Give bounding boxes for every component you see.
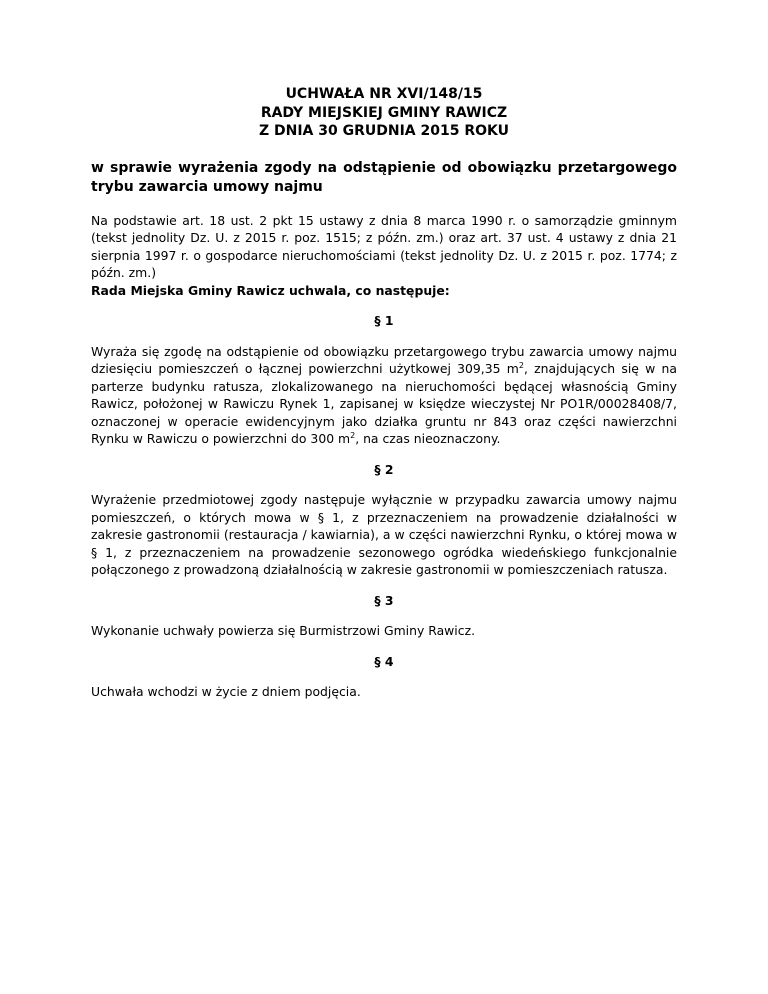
resolves-statement: Rada Miejska Gminy Rawicz uchwala, co następuje: [91, 282, 450, 298]
section-1-superscript-b: 2 [350, 430, 356, 440]
document-title [91, 85, 677, 141]
section-3-text: Wykonanie uchwały powierza się Burmistrzowi Gminy Rawicz. [91, 623, 476, 638]
section-2-mark: § 2 [374, 461, 394, 477]
title-resolution-number: UCHWAŁA NR XVI/148/15 [285, 86, 483, 102]
section-1-superscript-a: 2 [518, 360, 524, 370]
section-1-mark: § 1 [374, 313, 394, 328]
section-3-mark: § 3 [374, 592, 394, 608]
title-date: Z DNIA 30 GRUDNIA 2015 ROKU [258, 123, 510, 139]
resolution-subject: w sprawie wyrażenia zgody na odstąpienie od obowiązku przetargowego trybu zawarcia umowy najmu [91, 159, 677, 195]
section-1-text [91, 343, 677, 448]
section-4-text: Uchwała wchodzi w życie z dniem podjęcia. [91, 684, 361, 699]
section-1-text-part-c: , na czas nieoznaczony. [355, 431, 501, 446]
section-1-text-part-a: Wyraża się zgodę na odstąpienie od obowiązku przetargowego trybu zawarcia umowy najmu dziesięciu pomieszczeń o łącznej powierzchni użytkowej 309,35 m [91, 343, 677, 376]
section-4-mark: § 4 [374, 653, 394, 669]
legal-basis: Na podstawie art. 18 ust. 2 pkt 15 ustawy z dnia 8 marca 1990 r. o samorządzie gminnym (tekst jednolity Dz. U. z 2015 r. poz. 1515; z późn. zm.) oraz art. 37 ust. 4 ustawy z dnia 21 sierpnia 1997 r. o gospodarce nieruchomościami (tekst jednolity Dz. U. z 2015 r. poz. 1774; z późn. zm.) [91, 212, 677, 280]
title-council-name: RADY MIEJSKIEJ GMINY RAWICZ [260, 104, 508, 121]
section-1-text-part-b: , znajdujących się w na parterze budynku ratusza, zlokalizowanego na nieruchomości będącej własnością Gminy Rawicz, położonej w Rawiczu Rynek 1, zapisanej w księdze wieczystej Nr PO1R/00028408/7, oznaczonej w operacie ewidencyjnym jako działka gruntu nr 843 oraz części nawierzchni Rynku w Rawiczu o powierzchni do 300 m [91, 361, 677, 446]
section-2-text: Wyrażenie przedmiotowej zgody następuje wyłącznie w przypadku zawarcia umowy najmu pomieszczeń, o których mowa w § 1, z przeznaczeniem na prowadzenie działalności w zakresie gastronomii (restauracja / kawiarnia), a w części nawierzchni Rynku, o której mowa w § 1, z przeznaczeniem na prowadzenie sezonowego ogródka wiedeńskiego funkcjonalnie połączonego z prowadzoną działalnością w zakresie gastronomii w pomieszczeniach ratusza. [91, 492, 677, 577]
